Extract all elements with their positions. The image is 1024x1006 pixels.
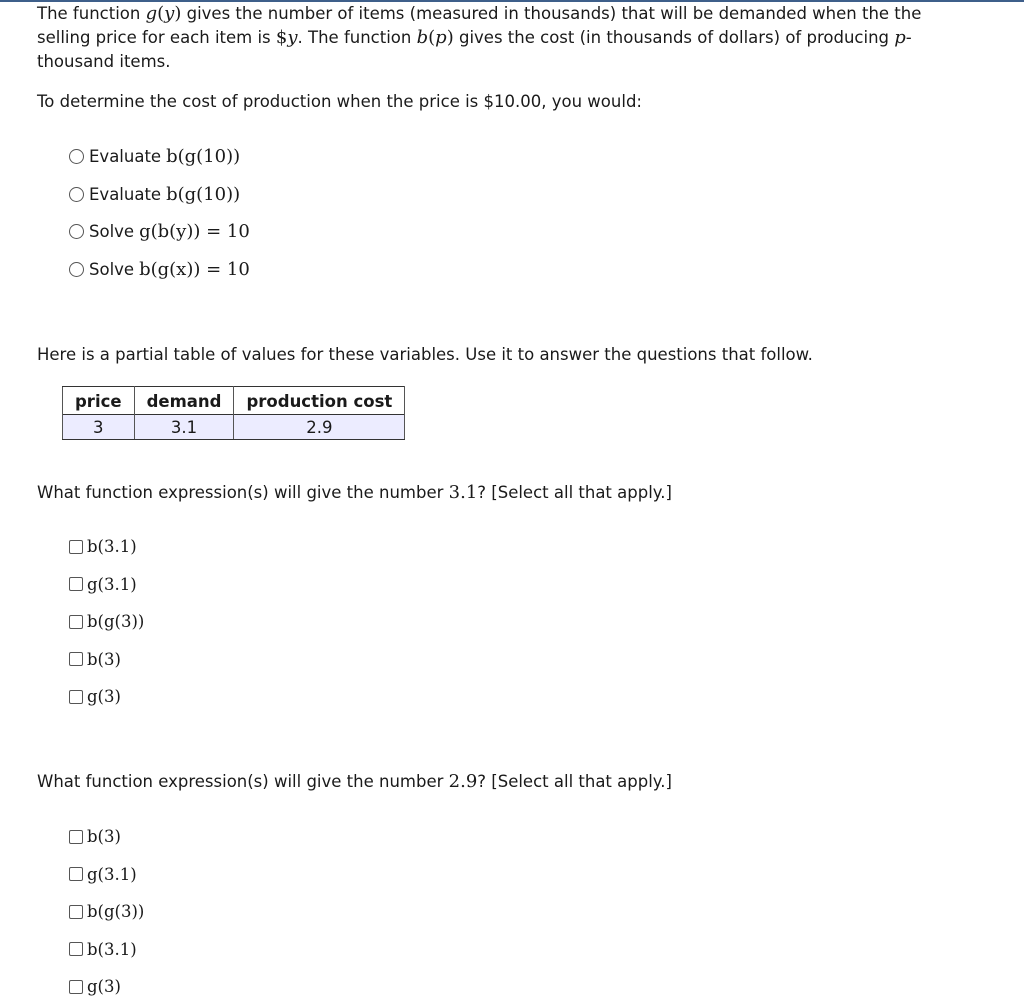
option-expression: g(3.1): [87, 574, 137, 594]
option-verb: Solve: [89, 259, 135, 279]
option-verb: Evaluate: [89, 147, 162, 167]
checkbox[interactable]: [69, 615, 83, 629]
checkbox[interactable]: [69, 867, 83, 881]
partial-table-intro: Here is a partial table of values for these variables. Use it to answer the questions that follow.: [37, 345, 813, 364]
option-expression: b(g(3)): [87, 612, 145, 632]
checkbox[interactable]: [69, 942, 83, 956]
checkbox[interactable]: [69, 980, 83, 994]
checkbox-group-1: [69, 528, 144, 716]
question-1-prompt: To determine the cost of production when the price is $10.00, you would:: [37, 92, 642, 111]
checkbox[interactable]: [69, 830, 83, 844]
option-expression: b(3): [87, 649, 121, 669]
checkbox-option[interactable]: [69, 641, 144, 679]
checkbox[interactable]: [69, 652, 83, 666]
radio-button[interactable]: [69, 149, 84, 164]
table-header-row: [63, 387, 405, 415]
checkbox[interactable]: [69, 540, 83, 554]
checkbox-option[interactable]: [69, 856, 144, 894]
option-expression: g(3): [87, 977, 121, 997]
option-expression: b(g(x)) = 10: [139, 258, 250, 280]
checkbox[interactable]: [69, 690, 83, 704]
table-header-production-cost: production cost: [234, 387, 405, 415]
radio-button[interactable]: [69, 224, 84, 239]
values-table: [62, 386, 405, 440]
table-header-demand: demand: [134, 387, 234, 415]
checkbox[interactable]: [69, 577, 83, 591]
radio-button[interactable]: [69, 262, 84, 277]
checkbox-group-2: [69, 818, 144, 1006]
option-expression: b(3.1): [87, 537, 137, 557]
radio-option[interactable]: [69, 251, 250, 289]
checkbox-option[interactable]: [69, 566, 144, 604]
option-expression: b(g(3)): [87, 902, 145, 922]
option-verb: Evaluate: [89, 184, 162, 204]
checkbox-option[interactable]: [69, 678, 144, 716]
option-expression: b(g(10)): [166, 146, 241, 168]
checkbox-option[interactable]: [69, 968, 144, 1006]
table-cell-price: 3: [63, 415, 135, 440]
question-3-prompt: What function expression(s) will give the number 2.9? [Select all that apply.]: [37, 771, 672, 792]
question-2-prompt: What function expression(s) will give the number 3.1? [Select all that apply.]: [37, 482, 672, 503]
problem-intro: The function g(y) gives the number of items (measured in thousands) that will be demanded when the the selling price for each item is $y. The function b(p) gives the cost (in thousands of dollars) of producing p-thousand items.: [37, 3, 922, 71]
checkbox-option[interactable]: [69, 603, 144, 641]
checkbox-option[interactable]: [69, 528, 144, 566]
table-row: [63, 415, 405, 440]
checkbox[interactable]: [69, 905, 83, 919]
table-header-price: price: [63, 387, 135, 415]
table-cell-production-cost: 2.9: [234, 415, 405, 440]
radio-option[interactable]: [69, 138, 250, 176]
option-verb: Solve: [89, 222, 135, 242]
radio-option[interactable]: [69, 176, 250, 214]
option-expression: b(g(10)): [166, 183, 241, 205]
option-expression: b(3): [87, 827, 121, 847]
table-cell-demand: 3.1: [134, 415, 234, 440]
option-expression: g(3): [87, 687, 121, 707]
checkbox-option[interactable]: [69, 931, 144, 969]
radio-option[interactable]: [69, 213, 250, 251]
radio-option-group: [69, 138, 250, 288]
checkbox-option[interactable]: [69, 893, 144, 931]
radio-button[interactable]: [69, 187, 84, 202]
option-expression: g(b(y)) = 10: [139, 221, 250, 243]
checkbox-option[interactable]: [69, 818, 144, 856]
option-expression: b(3.1): [87, 939, 137, 959]
option-expression: g(3.1): [87, 864, 137, 884]
